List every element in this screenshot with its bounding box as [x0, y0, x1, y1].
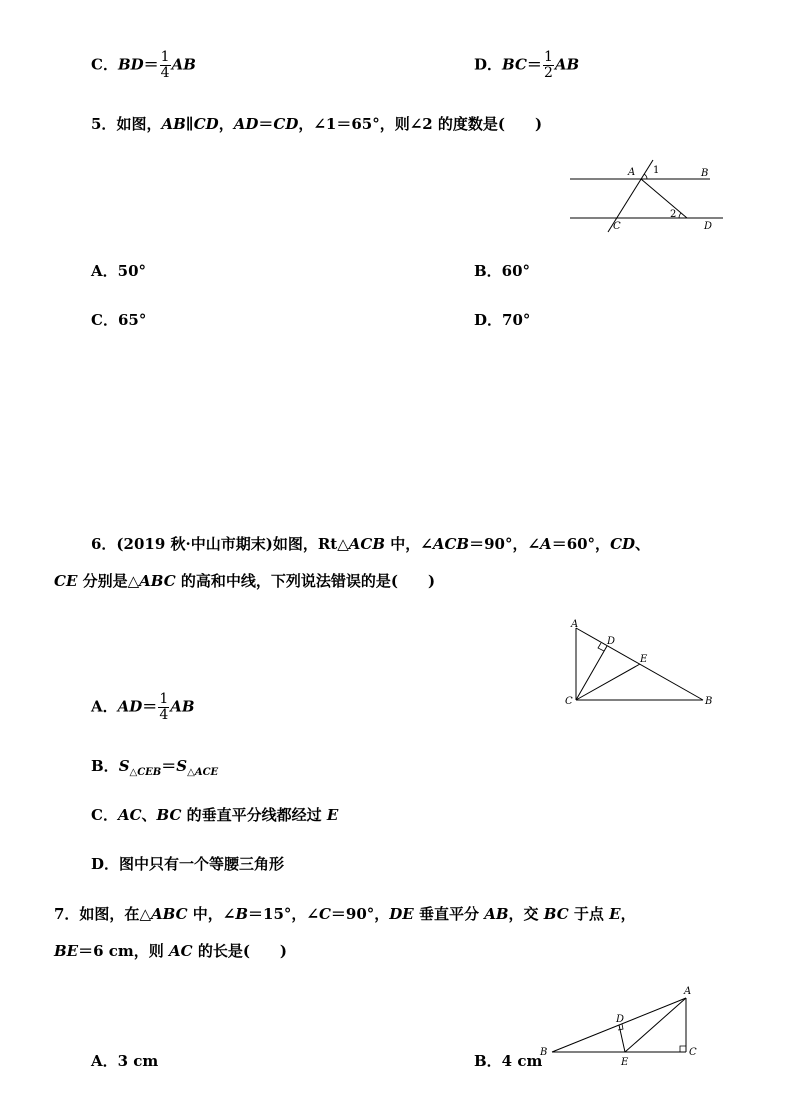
q6-stem-line2	[54, 571, 435, 591]
math-var: E	[326, 806, 339, 824]
math-var: BE	[54, 942, 79, 960]
stem-text: 如图，	[116, 115, 162, 133]
q6-stem-line1	[91, 534, 650, 554]
q5-figure	[565, 158, 730, 238]
q7-figure	[536, 982, 706, 1072]
stem-text: 中，∠	[385, 535, 433, 553]
label-e: E	[640, 654, 648, 665]
right-angle-mark-c	[680, 1046, 686, 1052]
q5-option-c[interactable]: C．65°	[91, 311, 147, 329]
math-var: AC	[117, 806, 142, 824]
math-var: AB	[161, 115, 186, 133]
stem-text: 6．(2019 秋·中山市期末)如图，Rt△	[91, 535, 349, 553]
math-var: AC	[169, 942, 193, 960]
median-ce	[576, 664, 640, 700]
math-var: S	[118, 757, 130, 775]
stem-text: ，	[218, 115, 234, 133]
math-var: BD	[117, 55, 144, 74]
label-a: A	[571, 619, 579, 630]
label-1: 1	[653, 165, 660, 176]
label-d: D	[616, 1014, 625, 1025]
math-var: ABC	[139, 572, 176, 590]
equals-sign: ＝	[526, 55, 542, 74]
equals-sign: ＝	[161, 757, 177, 775]
q4-option-d[interactable]	[474, 50, 579, 81]
math-var: BC	[543, 905, 569, 923]
label-d: D	[704, 221, 713, 232]
option-label: D．	[474, 55, 503, 74]
math-var: BC	[502, 55, 527, 74]
stem-text: 中，∠	[187, 905, 236, 923]
stem-text: ＝60°，	[551, 535, 611, 553]
numerator: 1	[159, 691, 169, 707]
segment-ad	[641, 179, 687, 218]
q5-option-a[interactable]: A．50°	[91, 262, 147, 280]
option-label: A．	[91, 697, 118, 716]
stem-text: ＝90°，∠	[469, 535, 541, 553]
stem-text: 垂直平分	[413, 905, 485, 923]
numerator: 1	[543, 49, 553, 65]
q6-option-d[interactable]: D．图中只有一个等腰三角形	[91, 855, 285, 873]
q7-option-a[interactable]: A．3 cm	[91, 1052, 159, 1070]
math-var: C	[318, 905, 331, 923]
math-var: ABC	[150, 905, 188, 923]
math-var: CE	[54, 572, 78, 590]
angle-2-arc	[679, 213, 681, 218]
fraction	[160, 50, 171, 81]
stem-text: ，交	[508, 905, 544, 923]
q6-option-c[interactable]	[91, 805, 338, 825]
fraction	[543, 50, 554, 81]
label-2: 2	[670, 209, 677, 220]
math-var: AB	[484, 905, 509, 923]
q5-option-d[interactable]: D．70°	[474, 311, 531, 329]
option-label: C．	[91, 806, 118, 824]
denominator: 4	[159, 707, 169, 723]
option-label: B．	[91, 757, 119, 775]
q6-option-a[interactable]	[91, 692, 195, 723]
subscript: △ACE	[187, 767, 219, 778]
q7-option-b[interactable]: B．4 cm	[474, 1052, 543, 1070]
label-b: B	[540, 1047, 548, 1058]
stem-text: 7．如图，在△	[54, 905, 151, 923]
math-var: AB	[170, 697, 195, 716]
option-text: 的垂直平分线都经过	[181, 806, 327, 824]
math-var: AD	[233, 115, 259, 133]
segment-ae	[625, 998, 686, 1052]
math-var: AB	[171, 55, 196, 74]
denominator: 2	[543, 65, 553, 81]
stem-text: 、	[635, 535, 651, 553]
q5-stem	[91, 114, 542, 134]
angle-1-arc	[644, 174, 647, 179]
stem-text: 分别是△	[77, 572, 140, 590]
label-b: B	[701, 168, 709, 179]
label-a: A	[684, 986, 692, 997]
stem-text: ＝6 cm，则	[78, 942, 170, 960]
q4-option-c[interactable]	[91, 50, 196, 81]
math-var: AB	[554, 55, 580, 74]
altitude-cd	[576, 646, 607, 700]
numerator: 1	[160, 49, 170, 65]
denominator: 4	[160, 65, 170, 81]
stem-text: ，	[620, 905, 636, 923]
equals-sign: ＝	[142, 697, 158, 716]
math-var: BC	[156, 806, 182, 824]
stem-text: ＝15°，∠	[248, 905, 319, 923]
label-c: C	[689, 1047, 697, 1058]
parallel-symbol: ∥	[185, 115, 194, 133]
math-var: AD	[117, 697, 143, 716]
math-var: ACB	[348, 535, 386, 553]
label-e: E	[621, 1057, 629, 1068]
label-d: D	[607, 636, 616, 647]
stem-text: 的长是( )	[192, 942, 288, 960]
math-var: B	[235, 905, 249, 923]
q7-stem-line2	[54, 941, 287, 961]
label-c: C	[565, 696, 573, 707]
q7-stem-line1	[54, 904, 636, 924]
math-var: S	[176, 757, 188, 775]
option-label: C．	[91, 55, 118, 74]
q6-figure	[560, 614, 720, 714]
math-var: A	[540, 535, 552, 553]
subscript: △CEB	[129, 767, 162, 778]
math-var: CD	[610, 535, 636, 553]
label-a: A	[628, 167, 636, 178]
q6-option-b[interactable]	[91, 756, 218, 783]
stem-text: 于点	[568, 905, 610, 923]
math-var: ACB	[432, 535, 470, 553]
math-var: E	[609, 905, 621, 923]
stem-text: ＝90°，	[330, 905, 390, 923]
stem-text: ，∠1＝65°，则∠2 的度数是( )	[298, 115, 543, 133]
question-number: 5．	[91, 115, 117, 133]
separator: 、	[141, 806, 157, 824]
math-var: CD	[273, 115, 299, 133]
right-angle-mark-d	[598, 643, 604, 651]
label-c: C	[613, 221, 621, 232]
label-b: B	[705, 696, 713, 707]
stem-text: 的高和中线，下列说法错误的是( )	[175, 572, 436, 590]
fraction	[158, 692, 169, 723]
equals-sign: ＝	[258, 115, 274, 133]
equals-sign: ＝	[143, 55, 159, 74]
math-var: CD	[193, 115, 219, 133]
q5-option-b[interactable]: B．60°	[474, 262, 531, 280]
math-var: DE	[389, 905, 414, 923]
